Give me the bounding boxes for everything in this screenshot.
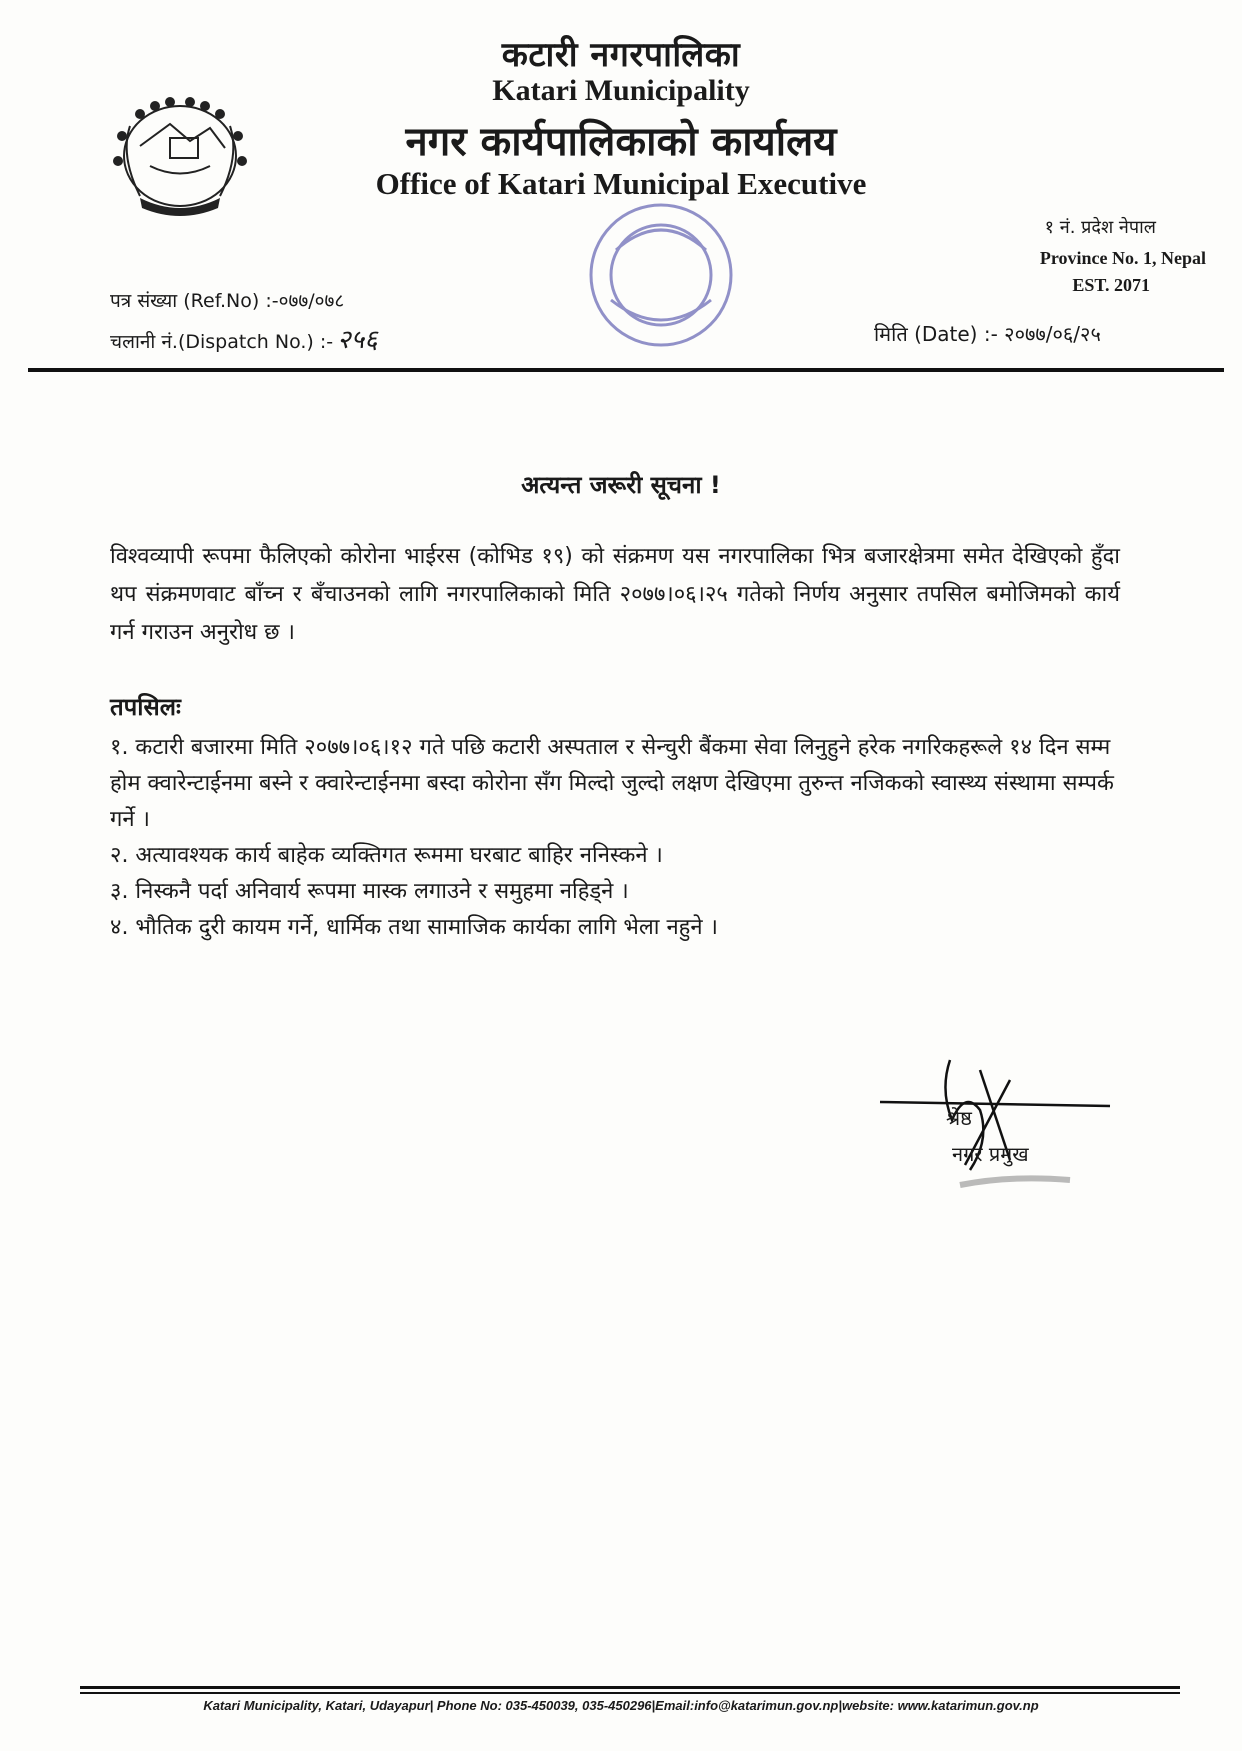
dispatch-label: चलानी नं.(Dispatch No.) :- xyxy=(110,331,334,353)
signatory-role: नगर प्रमुख xyxy=(952,1142,1029,1166)
established-year: EST. 2071 xyxy=(1072,275,1150,295)
municipality-name-english: Katari Municipality xyxy=(492,74,750,107)
office-name-nepali: नगर कार्यपालिकाको कार्यालय xyxy=(405,119,837,165)
ref-label: पत्र संख्या (Ref.No) :- xyxy=(110,290,279,312)
date-label: मिति (Date) :- xyxy=(874,322,998,346)
details-list xyxy=(110,730,1120,946)
municipality-name-nepali: कटारी नगरपालिका xyxy=(501,35,741,75)
details-heading: तपसिलः xyxy=(110,693,181,721)
province-english: Province No. 1, Nepal xyxy=(1039,248,1206,268)
dispatch-number xyxy=(110,320,378,356)
footer-divider xyxy=(80,1692,1180,1694)
list-item: ३. निस्कनै पर्दा अनिवार्य रूपमा मास्क लगाउने र समुहमा नहिड्ने । xyxy=(110,879,629,904)
footer-contact: Katari Municipality, Katari, Udayapur| Phone No: 035-450039, 035-450296|Email:info@katarimun.gov.np|website: www.katarimun.gov.np xyxy=(203,1698,1039,1713)
dispatch-value: २५६ xyxy=(337,325,378,355)
official-stamp-seal xyxy=(556,190,766,360)
ref-value: ०७७/०७८ xyxy=(278,290,345,312)
list-item: २. अत्यावश्यक कार्य बाहेक व्यक्तिगत रूममा घरबाट बाहिर ननिस्कने । xyxy=(110,843,663,868)
province-nepali: १ नं. प्रदेश नेपाल xyxy=(1044,217,1156,238)
office-name-english: Office of Katari Municipal Executive xyxy=(375,166,867,201)
reference-number xyxy=(110,287,344,313)
list-item: ४. भौतिक दुरी कायम गर्ने, धार्मिक तथा सामाजिक कार्यका लागि भेला नहुने । xyxy=(110,915,718,940)
footer-divider xyxy=(80,1686,1180,1689)
header-divider xyxy=(28,368,1224,372)
notice-paragraph: विश्वव्यापी रूपमा फैलिएको कोरोना भाईरस (कोभिड १९) को संक्रमण यस नगरपालिका भित्र बजारक्षेत्रमा समेत देखिएको हुँदा थप संक्रमणवाट बाँच्न र बँचाउनको लागि नगरपालिकाको मिति २०७७।०६।२५ गतेको निर्णय अनुसार तपसिल बमोजिमको कार्य गर्न गराउन अनुरोध छ । xyxy=(110,544,1120,645)
list-item: १. कटारी बजारमा मिति २०७७।०६।१२ गते पछि कटारी अस्पताल र सेन्चुरी बैंकमा सेवा लिनुहुने हरेक नगरिकहरूले १४ दिन सम्म होम क्वारेन्टाईनमा बस्ने र क्वारेन्टाईनमा बस्दा कोरोना सँग मिल्दो जुल्दो लक्षण देखिएमा तुरुन्त नजिकको स्वास्थ्य संस्थामा सम्पर्क गर्ने । xyxy=(110,735,1114,832)
notice-title: अत्यन्त जरूरी सूचना ! xyxy=(521,471,721,499)
signatory-name: श्रेष्ठ xyxy=(946,1106,972,1130)
letter-date xyxy=(874,320,1101,347)
date-value: २०७७/०६/२५ xyxy=(1004,322,1101,346)
